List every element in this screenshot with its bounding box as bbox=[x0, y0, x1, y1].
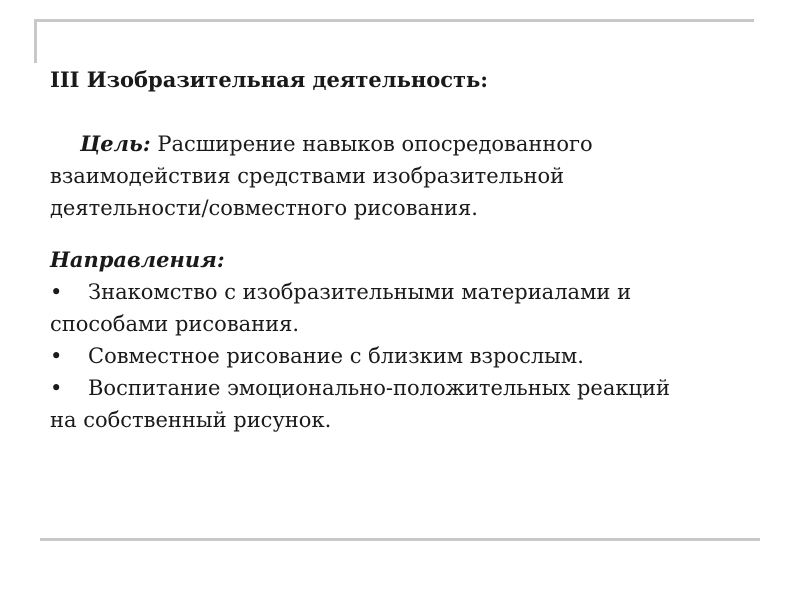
direction-item-1 bbox=[50, 276, 770, 308]
direction-item-1-cont: способами рисования. bbox=[50, 312, 300, 336]
frame-left-line bbox=[34, 19, 37, 63]
direction-item-1-text: Знакомство с изобразительными материалами и bbox=[88, 280, 632, 304]
frame-top-line bbox=[34, 19, 754, 22]
spacer bbox=[50, 224, 770, 244]
slide-content bbox=[50, 64, 770, 436]
goal-line-3: деятельности/совместного рисования. bbox=[50, 196, 478, 220]
direction-item-2 bbox=[50, 340, 770, 372]
direction-item-3-cont: на собственный рисунок. bbox=[50, 408, 332, 432]
directions-label: Направления: bbox=[50, 247, 225, 272]
direction-item-3 bbox=[50, 372, 770, 404]
bullet-icon: • bbox=[50, 376, 63, 400]
direction-item-2-text: Совместное рисование с близким взрослым. bbox=[88, 344, 584, 368]
bullet-icon: • bbox=[50, 280, 63, 304]
slide-title: III Изобразительная деятельность: bbox=[50, 67, 489, 92]
goal-line-2: взаимодействия средствами изобразительной bbox=[50, 164, 565, 188]
goal-label: Цель: bbox=[80, 131, 151, 156]
goal-line-1 bbox=[50, 128, 770, 160]
direction-item-3-text: Воспитание эмоционально-положительных реакций bbox=[88, 376, 670, 400]
spacer bbox=[50, 96, 770, 128]
goal-text-1: Расширение навыков опосредованного bbox=[157, 132, 593, 156]
bullet-icon: • bbox=[50, 344, 63, 368]
frame-bottom-line bbox=[40, 538, 760, 541]
